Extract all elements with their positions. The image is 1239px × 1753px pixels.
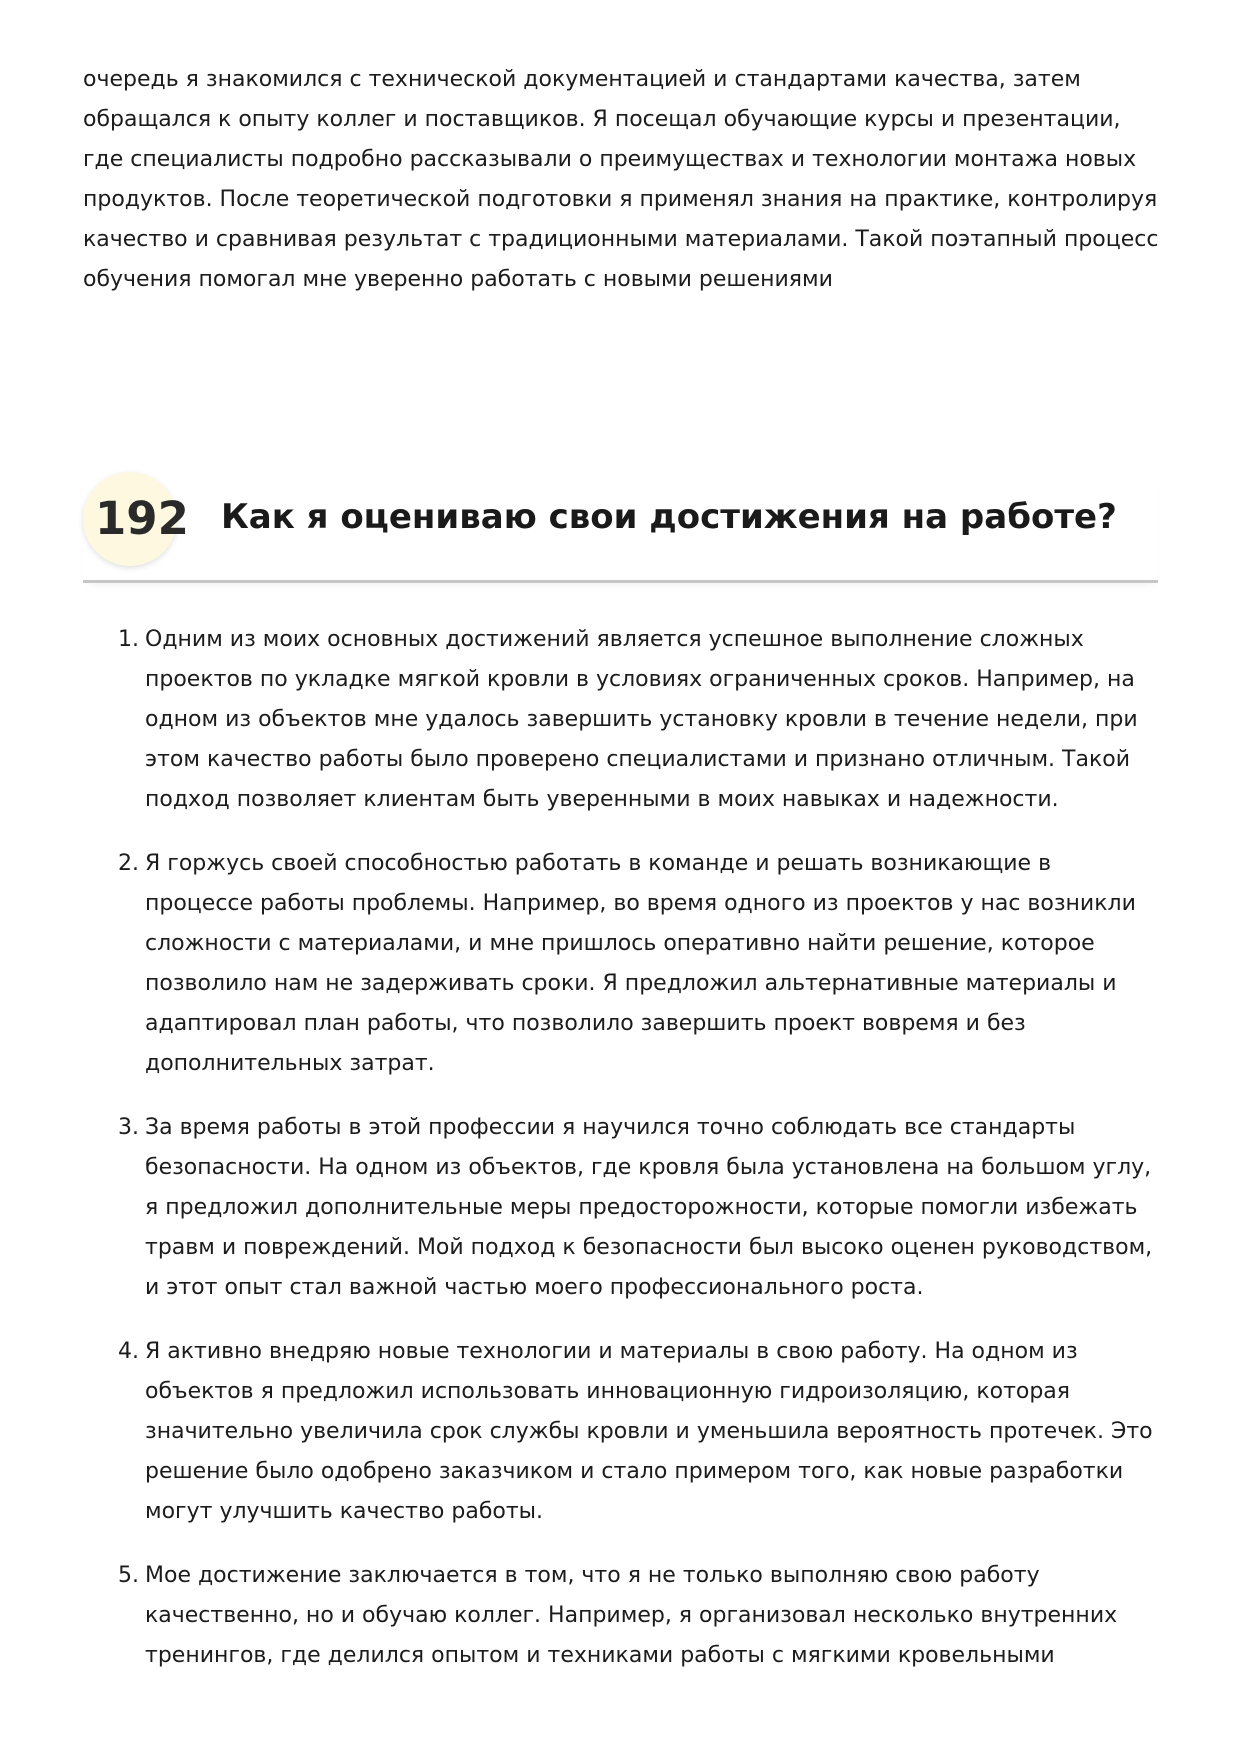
answer-item [118, 620, 1165, 820]
answer-number: 3. [118, 1115, 139, 1140]
answer-number: 1. [118, 627, 139, 652]
answer-number: 2. [118, 851, 139, 876]
answer-text: За время работы в этой профессии я научился точно соблюдать все стандарты безопасности. На одном из объектов, где кровля была установлена на большом углу, я предложил дополнительные меры предосторожности, которые помогли избежать травм и повреждений. Мой подход к безопасности был высоко оценен руководством, и этот опыт стал важной частью моего профессионального роста. [145, 1115, 1153, 1300]
question-number-badge: 192 [83, 472, 177, 566]
question-title: Как я оцениваю свои достижения на работе? [221, 497, 1117, 537]
answer-item [118, 1556, 1165, 1676]
answer-text: Я горжусь своей способностью работать в команде и решать возникающие в процессе работы проблемы. Например, во время одного из проектов у нас возникли сложности с материалами, и мне пришлось оперативно найти решение, которое позволило нам не задерживать сроки. Я предложил альтернативные материалы и адаптировал план работы, что позволило завершить проект вовремя и без дополнительных затрат. [145, 851, 1136, 1076]
answer-item [118, 1332, 1165, 1532]
answer-item [118, 1108, 1165, 1308]
answer-item [118, 844, 1165, 1084]
answer-list [118, 620, 1165, 1700]
answer-text: Одним из моих основных достижений является успешное выполнение сложных проектов по укладке мягкой кровли в условиях ограниченных сроков. Например, на одном из объектов мне удалось завершить установку кровли в течение недели, при этом качество работы было проверено специалистами и признано отличным. Такой подход позволяет клиентам быть уверенными в моих навыках и надежности. [145, 627, 1138, 812]
answer-text: Я активно внедряю новые технологии и материалы в свою работу. На одном из объектов я предложил использовать инновационную гидроизоляцию, которая значительно увеличила срок службы кровли и уменьшила вероятность протечек. Это решение было одобрено заказчиком и стало примером того, как новые разработки могут улучшить качество работы. [145, 1339, 1153, 1524]
answer-text: Мое достижение заключается в том, что я не только выполняю свою работу качественно, но и обучаю коллег. Например, я организовал несколько внутренних тренингов, где делился опытом и техниками работы с мягкими кровельными [145, 1563, 1118, 1668]
question-header [83, 470, 1158, 583]
intro-paragraph: очередь я знакомился с технической документацией и стандартами качества, затем обращался к опыту коллег и поставщиков. Я посещал обучающие курсы и презентации, где специалисты подробно рассказывали о преимуществах и технологии монтажа новых продуктов. После теоретической подготовки я применял знания на практике, контролируя качество и сравнивая результат с традиционными материалами. Такой поэтапный процесс обучения помогал мне уверенно работать с новыми решениями [83, 67, 1159, 292]
answer-number: 4. [118, 1339, 139, 1364]
answer-number: 5. [118, 1563, 139, 1588]
